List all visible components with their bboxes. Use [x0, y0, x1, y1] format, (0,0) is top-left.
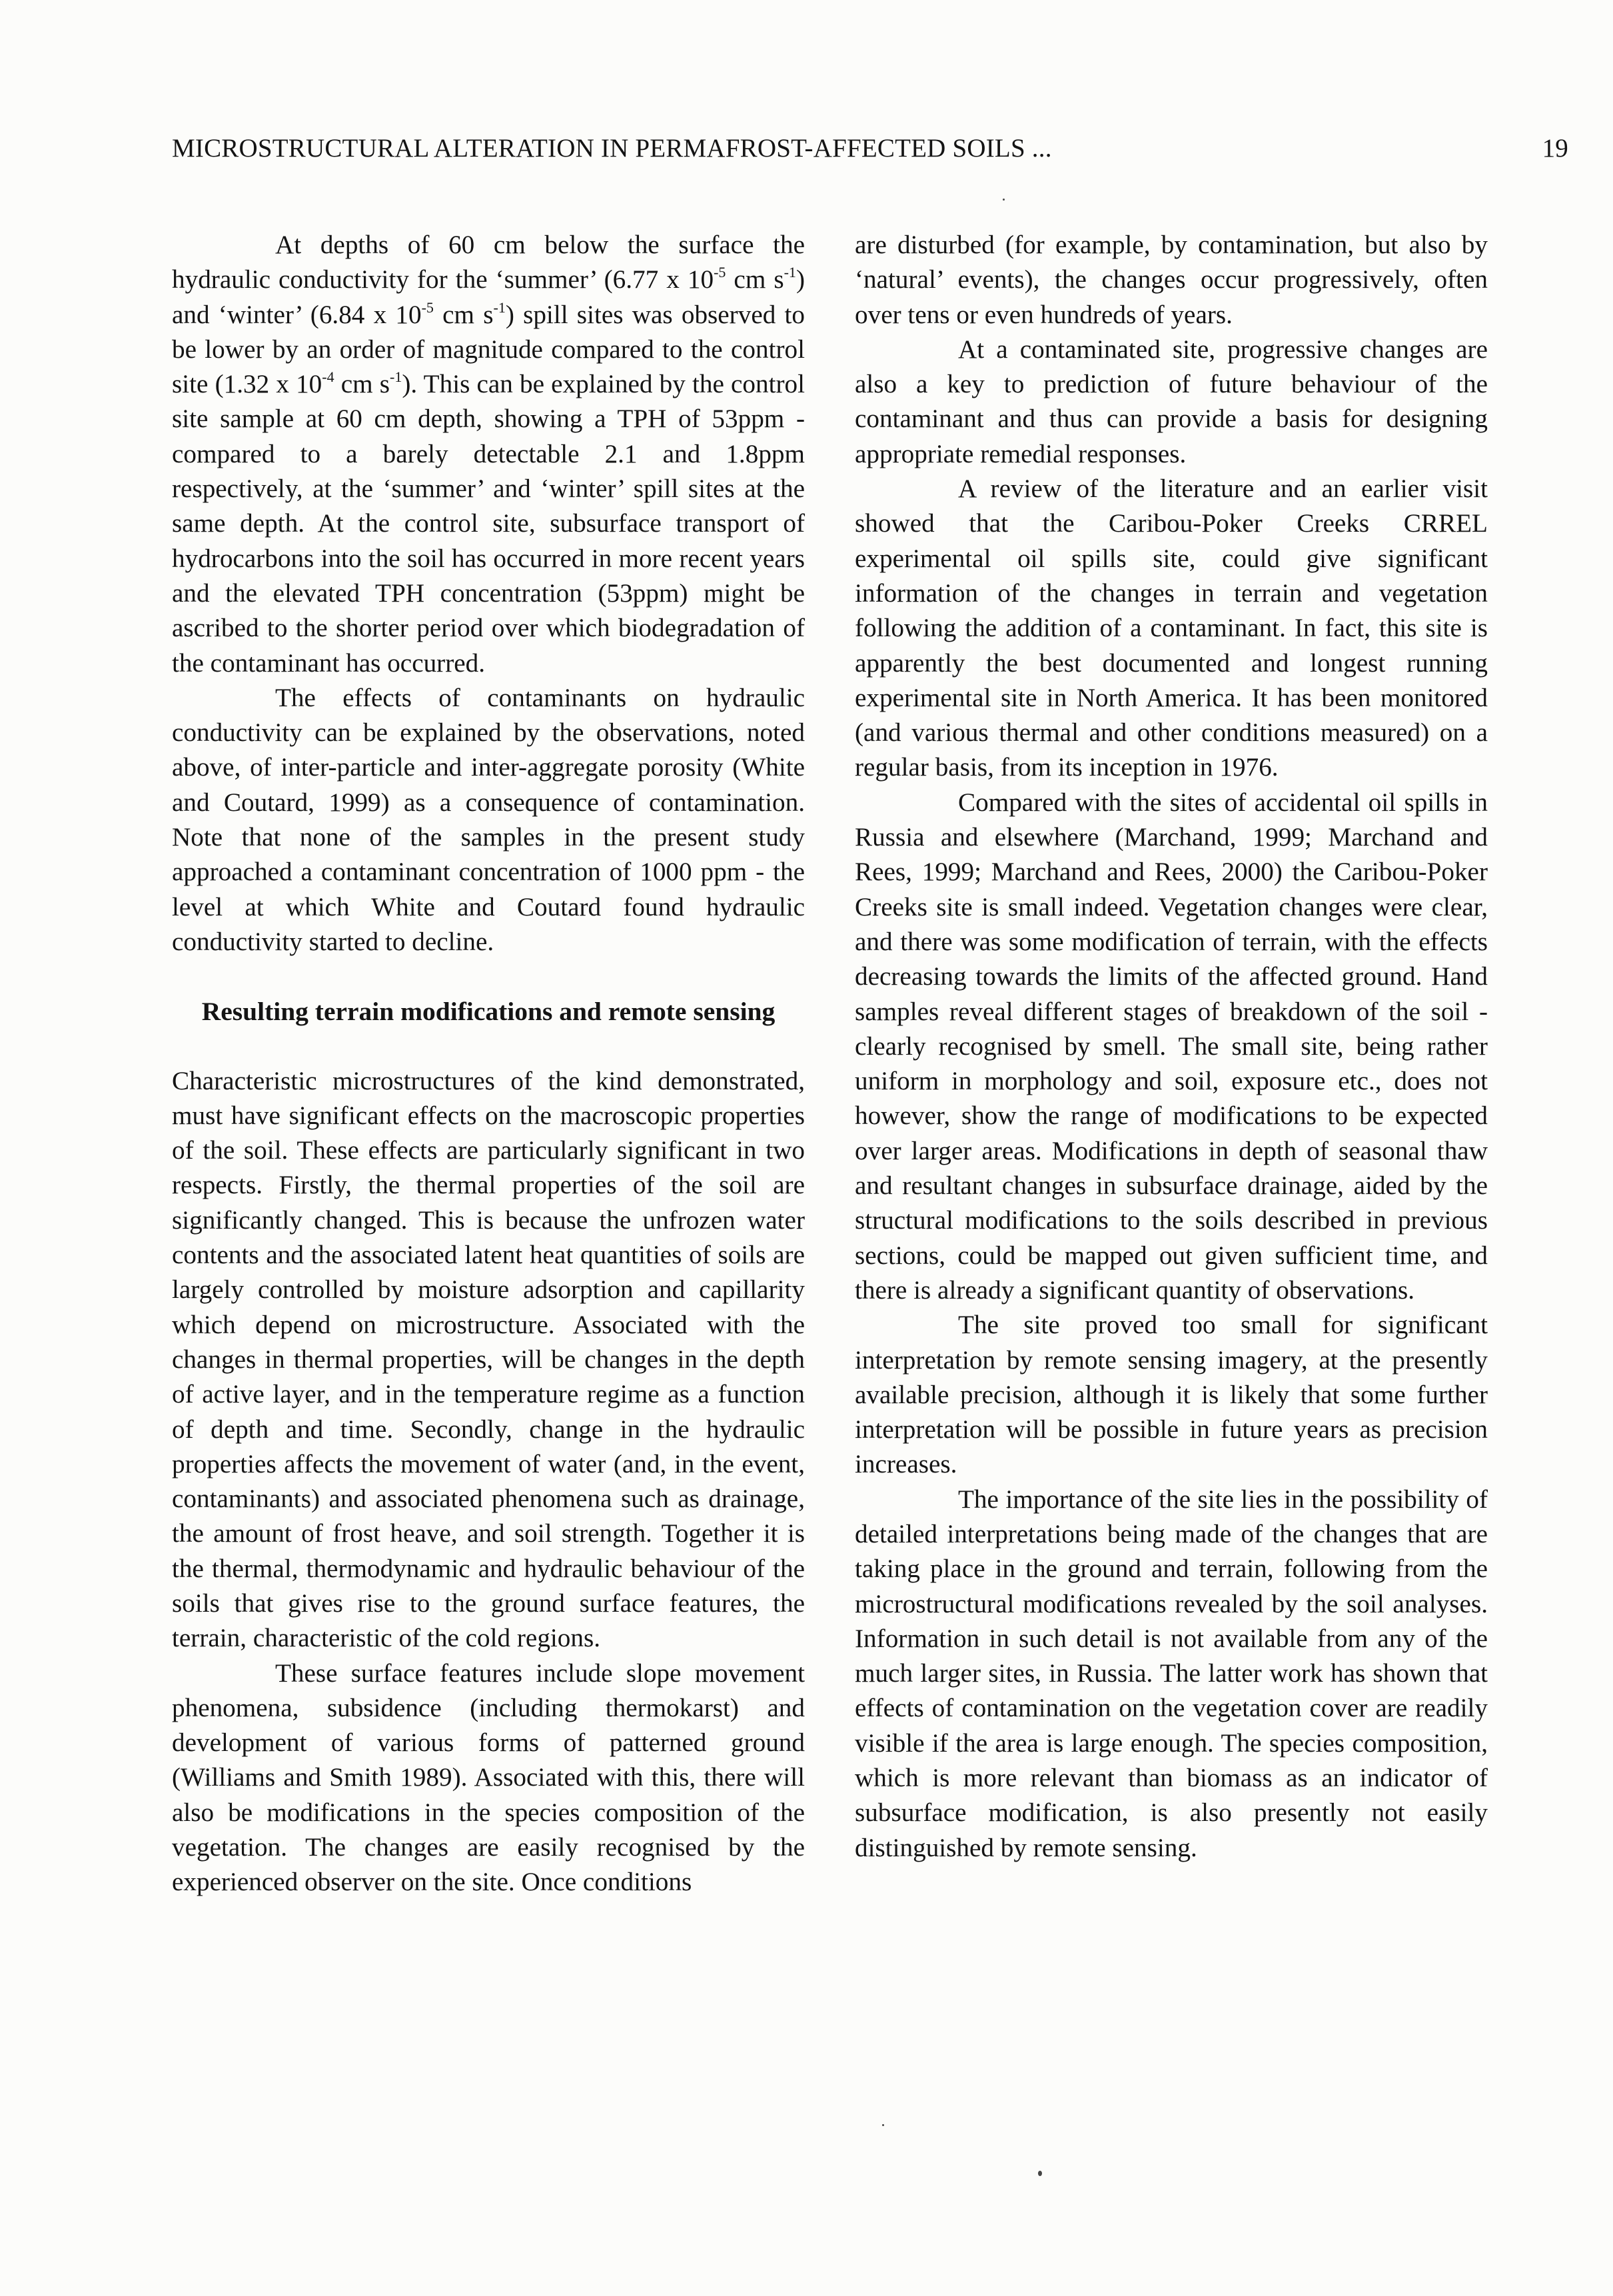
text-run: cm s [433, 300, 494, 329]
text-run: ). This can be explained by the control site sample at 60 cm depth, showing a TPH of 53ppm - compared to a barely detectable 2.1 and 1.8ppm respectively, at the ‘summer’ and ‘winter’ spill sites at the same depth. At the control site, subsurface transport of hydrocarbons into the soil has occurred in more recent years and the elevated TPH concentration (53ppm) might be ascribed to the shorter period over which biodegradation of the contaminant has occurred. [172, 370, 805, 678]
section-heading: Resulting terrain modifications and remote sensing [201, 997, 776, 1027]
left-column [172, 228, 805, 1900]
text-run: cm s [726, 265, 784, 294]
scan-speck [1038, 2171, 1042, 2176]
paragraph-literature-review: A review of the literature and an earlier visit showed that the Caribou-Poker Creeks CRREL experimental oil spills site, could give significant information of the changes in terrain and vegetation following the addition of a contaminant. In fact, this site is apparently the best documented and longest running experimental site in North America. It has been monitored (and various thermal and other conditions measured) on a regular basis, from its inception in 1976. [855, 474, 1488, 782]
running-header [172, 133, 1568, 173]
paragraph-remote-sensing: The site proved too small for significant interpretation by remote sensing imagery, at the presently available precision, although it is likely that some further interpretation will be possible in future years as precision increases. [855, 1311, 1488, 1479]
text-run: ) spill sites was observed to be lower by an order of magnitude compared to the control site (1.32 x 10 [172, 300, 806, 399]
paragraph-hydraulic-conductivity [172, 228, 805, 681]
spacer [172, 959, 805, 994]
superscript: -5 [714, 264, 726, 281]
spacer [172, 1029, 805, 1064]
paragraph-microstructures: Characteristic microstructures of the kind demonstrated, must have significant effects on the macroscopic properties of the soil. These effects are particularly significant in two respects. Firstly, the thermal properties of the soil are significantly changed. This is because the unfrozen water contents and the associated latent heat quantities of soils are largely controlled by moisture adsorption and capillarity which depend on microstructure. Associated with the changes in thermal properties, will be changes in the depth of active layer, and in the temperature regime as a function of depth and time. Secondly, change in the hydraulic properties affects the movement of water (and, in the event, contaminants) and associated phenomena such as drainage, the amount of frost heave, and soil strength. Together it is the thermal, thermodynamic and hydraulic behaviour of the soils that gives rise to the ground surface features, the terrain, characteristic of the cold regions. [172, 1066, 805, 1653]
superscript: -1 [493, 298, 506, 316]
scan-speck [882, 2124, 884, 2126]
text-run: At depths of 60 cm below the surface the hydraulic conductivity for the ‘summer’ (6.77 x 10 [172, 231, 805, 294]
page-number: 19 [1542, 134, 1568, 163]
right-column [855, 228, 1488, 1866]
superscript: -5 [421, 298, 434, 316]
paragraph-progressive-changes: At a contaminated site, progressive changes are also a key to prediction of future behaviour of the contaminant and thus can provide a basis for designing appropriate remedial responses. [855, 334, 1488, 468]
running-title: MICROSTRUCTURAL ALTERATION IN PERMAFROST-AFFECTED SOILS ... [172, 134, 1052, 163]
superscript: -1 [390, 368, 402, 386]
paragraph-surface-features: These surface features include slope movement phenomena, subsidence (including thermokarst) and development of various forms of patterned ground (Williams and Smith 1989). Associated with this, there will also be modifications in the species composition of the vegetation. The changes are easily recognised by the experienced observer on the site. Once conditions [172, 1658, 805, 1897]
paragraph-contaminant-effects: The effects of contaminants on hydraulic conductivity can be explained by the observations, noted above, of inter-particle and inter-aggregate porosity (White and Coutard, 1999) as a consequence of contamination. Note that none of the samples in the present study approached a contaminant concentration of 1000 ppm - the level at which White and Coutard found hydraulic conductivity started to decline. [172, 683, 805, 956]
text-run: ) and ‘winter’ (6.84 x 10 [172, 265, 805, 329]
text-run: cm s [334, 370, 390, 399]
superscript: -4 [322, 368, 334, 386]
superscript: -1 [784, 264, 796, 281]
paragraph-site-importance: The importance of the site lies in the possibility of detailed interpretations being made of the changes that are taking place in the ground and terrain, following from the microstructural modifications revealed by the soil analyses. Information in such detail is not available from any of the much larger sites, in Russia. The latter work has shown that effects of contamination on the vegetation cover are readily visible if the area is large enough. The species composition, which is more relevant than biomass as an indicator of subsurface modification, is also presently not easily distinguished by remote sensing. [855, 1484, 1488, 1862]
paragraph-comparison: Compared with the sites of accidental oil spills in Russia and elsewhere (Marchand, 1999; Marchand and Rees, 1999; Marchand and Rees, 2000) the Caribou-Poker Creeks site is small indeed. Vegetation changes were clear, and there was some modification of terrain, with the effects decreasing towards the limits of the affected ground. Hand samples reveal different stages of breakdown of the soil - clearly recognised by smell. The small site, being rather uniform in morphology and soil, exposure etc., does not however, show the range of modifications to be expected over larger areas. Modifications in depth of seasonal thaw and resultant changes in subsurface drainage, aided by the structural modifications to the soils described in previous sections, could be mapped out given sufficient time, and there is already a significant quantity of observations. [855, 788, 1488, 1305]
paragraph-continued: are disturbed (for example, by contamination, but also by ‘natural’ events), the changes occur progressively, often over tens or even hundreds of years. [855, 231, 1488, 329]
scan-speck [1003, 199, 1005, 201]
